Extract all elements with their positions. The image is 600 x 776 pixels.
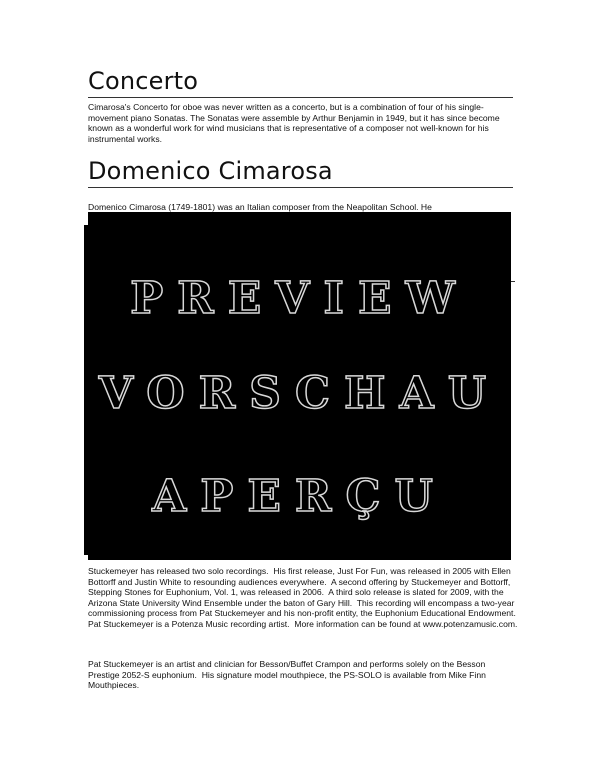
recordings-paragraph: Stuckemeyer has released two solo recordings. His first release, Just For Fun, was released in 2005 with Ellen Bottorff and Justin White to resounding audiences everywhere. A second offering by Stuckemeyer and Bottorff, Stepping Stones for Euphonium, Vol. 1, was released in 2006. A third solo release is slated for 2009, with the Arizona State University Wind Ensemble under the baton of Gary Hill. This recording will encompass a two-year commissioning process from Pat Stuckemeyer and his non-profit entity, the Euphonium Educational Endowment. Pat Stuckemeyer is a Potenza Music recording artist. More information can be found at www.potenzamusic.com. [88, 566, 521, 629]
cimarosa-paragraph-start: Domenico Cimarosa (1749-1801) was an Italian composer from the Neapolitan School. He [88, 202, 432, 212]
watermark-line-apercu: APERÇU [152, 471, 447, 522]
preview-watermark-overlay [88, 212, 511, 560]
concerto-paragraph: Cimarosa's Concerto for oboe was never written as a concerto, but is a combination of four of his single-movement piano Sonatas. The Sonatas were assemble by Arthur Benjamin in 1949, but it has since become known as a wonderful work for wind musicians that is representative of a composer not well-known for his instrumental works. [88, 102, 503, 144]
section-heading-cimarosa: Domenico Cimarosa [88, 157, 333, 185]
section-heading-concerto: Concerto [88, 67, 199, 95]
watermark-line-preview: PREVIEW [130, 273, 469, 324]
endorsement-paragraph: Pat Stuckemeyer is an artist and clinician for Besson/Buffet Crampon and performs solely on the Besson Prestige 2052-S euphonium. His signature model mouthpiece, the PS-SOLO is available from Mike Finn Mouthpieces. [88, 659, 489, 690]
watermark-line-vorschau: VORSCHAU [98, 368, 501, 419]
heading-underline [88, 97, 513, 98]
heading-underline [88, 187, 513, 188]
covered-text-edge [84, 225, 88, 555]
covered-rule-stub [511, 281, 515, 282]
